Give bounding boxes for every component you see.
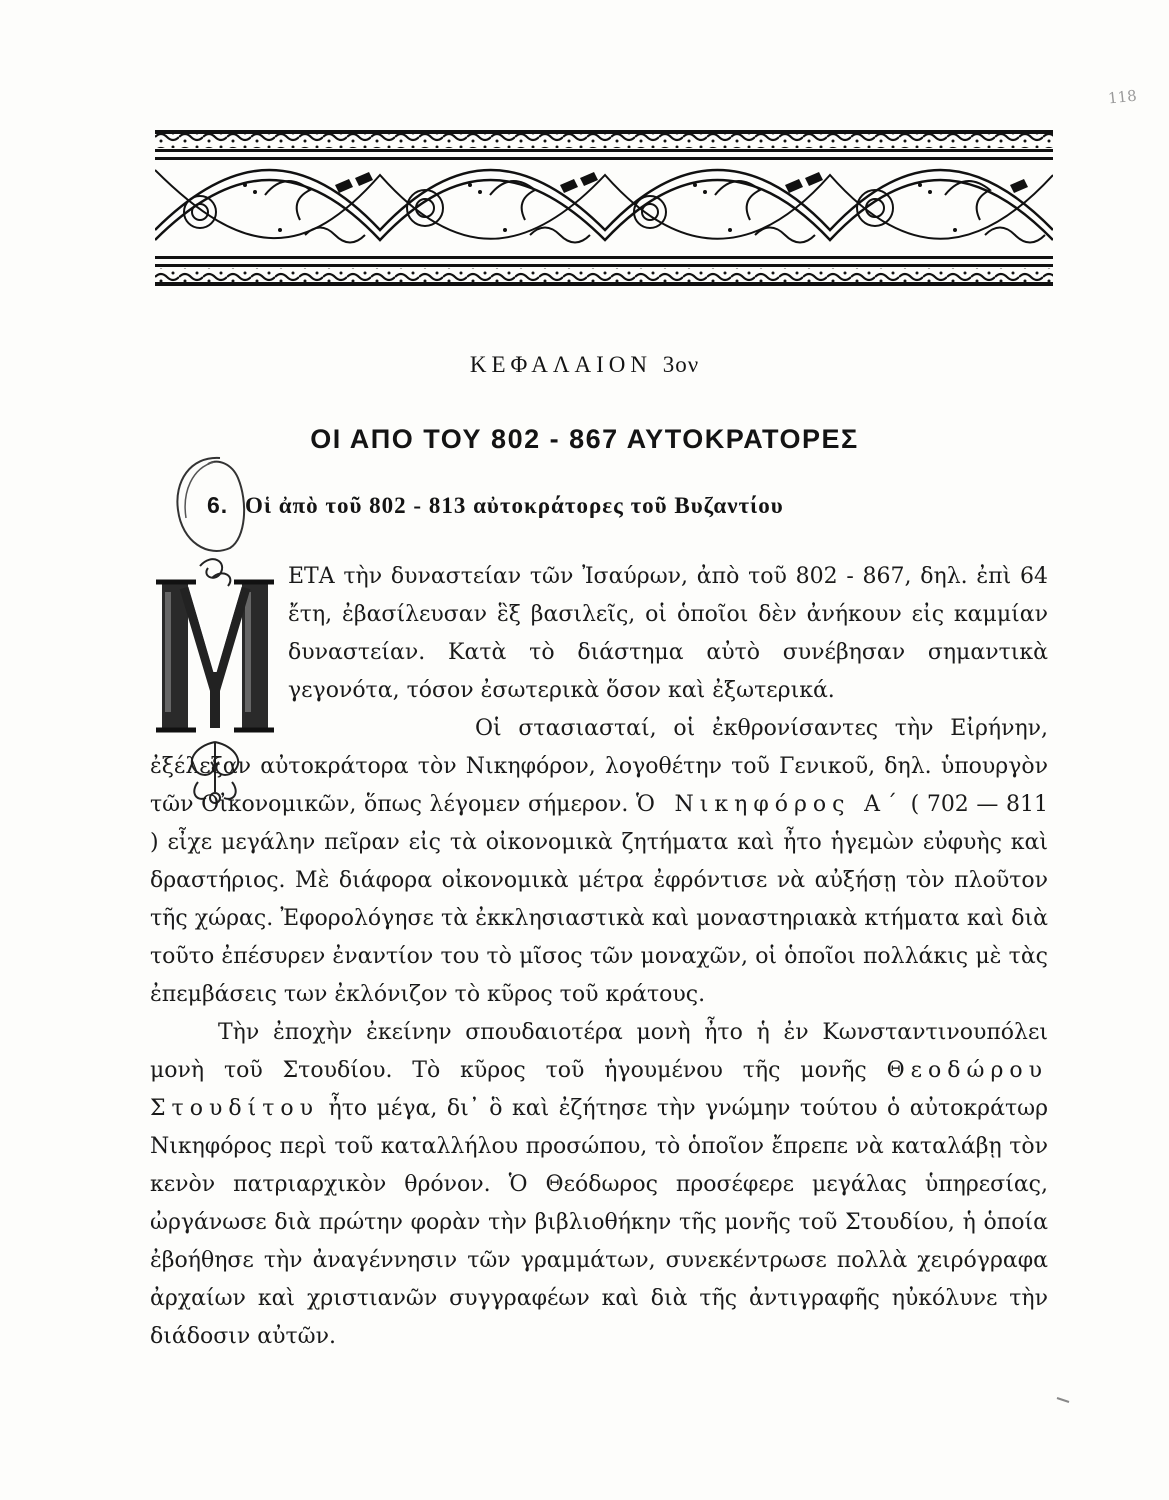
paragraph-1: ΕΤΑ τὴν δυναστείαν τῶν Ἰσαύρων, ἀπὸ τοῦ 802 - 867, δηλ. ἐπὶ 64 ἔτη, ἐβασίλευσαν ἓξ βασιλεῖς, οἱ ὁποῖοι δὲν ἀνήκουν εἰς καμμίαν δυναστείαν. Κατὰ τὸ διάστημα αὐτὸ συνέβησαν σημαντικὰ γεγονότα, τόσον ἐσωτερικὰ ὅσον καὶ ἐξωτερικά. bbox=[288, 564, 1048, 703]
chapter-label bbox=[0, 352, 1169, 378]
chapter-word: ΚΕΦΑΛΑΙΟΝ bbox=[469, 352, 652, 377]
section-title: Οἱ ἀπὸ τοῦ 802 - 813 αὐτοκράτορες τοῦ Βυζαντίου bbox=[244, 493, 784, 518]
chapter-number: 3ον bbox=[662, 352, 700, 377]
paragraph-3 bbox=[150, 1014, 1048, 1356]
section-heading bbox=[207, 492, 1107, 519]
ornamental-headpiece bbox=[155, 130, 1053, 286]
stray-ink-mark bbox=[1056, 1395, 1070, 1405]
paragraph-2 bbox=[150, 710, 1048, 1014]
name-theodoros: Θεοδώρου Στουδίτου bbox=[150, 1058, 1048, 1121]
paragraph-3-lead: Τὴν ἐποχὴν ἐκείνην σπουδαιοτέρα μονὴ ἦτο ἡ ἐν Κωνσταντινουπόλει μονὴ τοῦ Στουδίου. Τὸ κῦρος τοῦ ἡγουμένου τῆς μονῆς bbox=[150, 1020, 1048, 1083]
paragraph-3-rest: ἦτο μέγα, δι᾿ ὃ καὶ ἐζήτησε τὴν γνώμην τούτου ὁ αὐτοκράτωρ Νικηφόρος περὶ τοῦ καταλλήλου προσώπου, τὸ ὁποῖον ἔπρεπε νὰ καταλάβῃ τὸν κενὸν πατριαρχικὸν θρόνον. Ὁ Θεόδωρος προσέφερε μεγάλας ὑπηρεσίας, ὠργάνωσε διὰ πρώτην φορὰν τὴν βιβλιοθήκην τῆς μονῆς τοῦ Στουδίου, ἡ ὁποία ἐβοήθησε τὴν ἀναγέννησιν τῶν γραμμάτων, συνεκέντρωσε πολλὰ χειρόγραφα ἀρχαίων καὶ χριστιανῶν συγγραφέων καὶ διὰ τῆς ἀντιγραφῆς ηὐκόλυνε τὴν διάδοσιν αὐτῶν. bbox=[150, 1096, 1049, 1349]
body-text bbox=[150, 558, 1048, 1356]
chapter-title: ΟΙ ΑΠΟ ΤΟΥ 802 - 867 ΑΥΤΟΚΡΑΤΟΡΕΣ bbox=[310, 424, 859, 454]
paragraph-2-lead: Οἱ στασιασταί, οἱ ἐκθρονίσαντες τὴν Εἰρήνην, ἐξέλεξαν αὐτοκράτορα τὸν Νικηφόρον, λογοθέτην τοῦ Γενικοῦ, δηλ. ὑπουργὸν τῶν Οἰκονομικῶν, ὅπως λέγομεν σήμερον. bbox=[150, 716, 1048, 817]
name-nikephoros: Ὁ Νικηφόρος Α΄ bbox=[636, 792, 903, 817]
paragraph-2-rest: ( 702 — 811 ) εἶχε μεγάλην πεῖραν εἰς τὰ οἰκονομικὰ ζητήματα καὶ ἦτο ἡγεμὼν εὐφυὴς καὶ δραστήριος. Μὲ διάφορα οἰκονομικὰ μέτρα ἐφρόντισε νὰ αὐξήσῃ τὸν πλοῦτον τῆς χώρας. Ἐφορολόγησε τὰ ἐκκλησιαστικὰ καὶ μοναστηριακὰ κτήματα καὶ διὰ τοῦτο ἐπέσυρεν ἐναντίον του τὸ μῖσος τῶν μοναχῶν, οἱ ὁποῖοι πολλάκις μὲ τὰς ἐπεμβάσεις των ἐκλόνιζον τὸ κῦρος τοῦ κράτους. bbox=[150, 792, 1049, 1007]
page-number: 118 bbox=[1107, 86, 1138, 108]
section-number: 6. bbox=[207, 492, 229, 518]
